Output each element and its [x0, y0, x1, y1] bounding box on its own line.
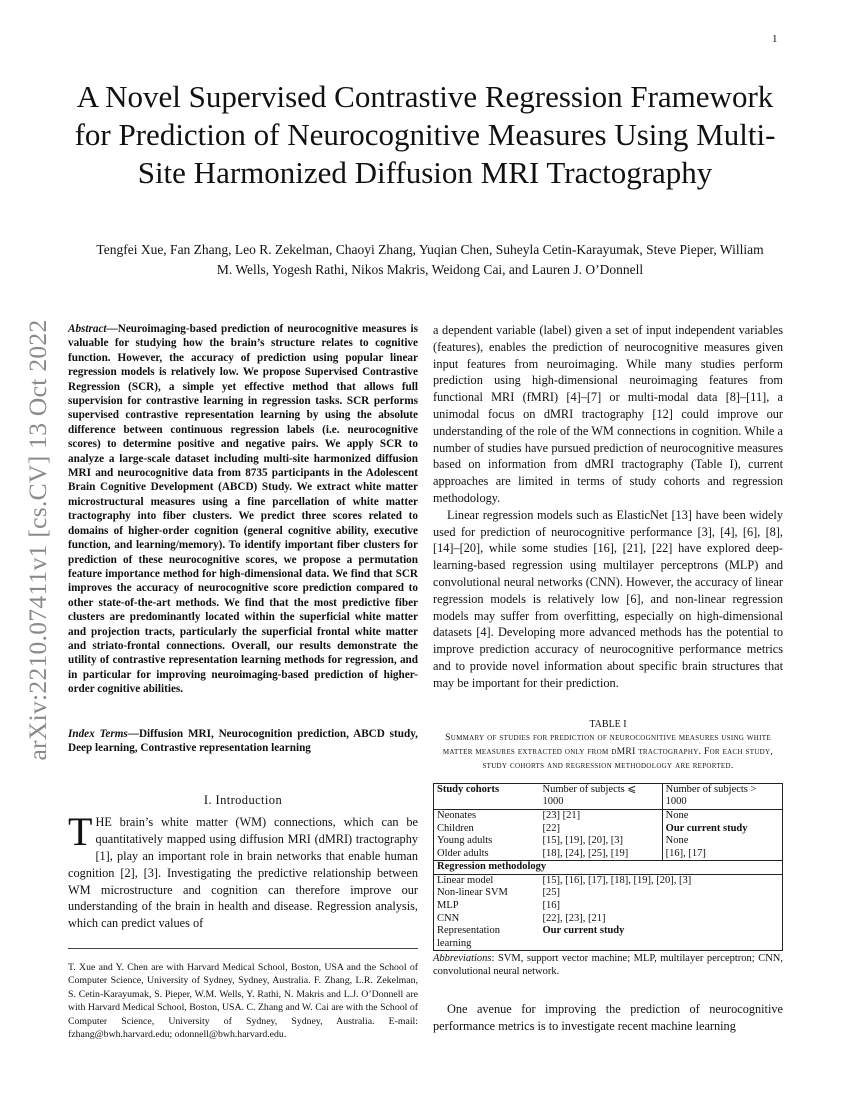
- abbr-text: : SVM, support vector machine; MLP, multilayer perceptron; CNN, convolutional neural network.: [433, 953, 783, 978]
- table-label: TABLE I: [589, 718, 627, 730]
- cohort-large: None: [662, 809, 782, 822]
- author-list: Tengfei Xue, Fan Zhang, Leo R. Zekelman, Chaoyi Zhang, Yuqian Chen, Suheyla Cetin-Karayumak, Steve Pieper, William M. Wells, Yogesh Rathi, Nikos Makris, Weidong Cai, and Lauren J. O’Donnell: [96, 242, 764, 277]
- section-heading-introduction: I. Introduction: [203, 793, 283, 808]
- left-column: [68, 322, 418, 1041]
- affiliation-footnote: T. Xue and Y. Chen are with Harvard Medical School, Boston, USA and the School of Computer Science, University of Sydney, Sydney, Australia. F. Zhang, L.R. Zekelman, S. Cetin-Karayumak, S. Pieper, W.M. Wells, Y. Rathi, N. Makris and L.J. O’Donnell are with Harvard Medical School, Boston, USA. C. Zhang and W. Cai are with the School of Computer Science, University of Sydney, Sydney, Australia. E-mail: fzhang@bwh.harvard.edu; odonnell@bwh.harvard.edu.: [68, 948, 418, 1041]
- cohort-large: None: [662, 835, 782, 848]
- paper-title: A Novel Supervised Contrastive Regression Framework for Prediction of Neurocognitive Measures Using Multi-Site Harmonized Diffusion MRI Tractography: [74, 79, 776, 190]
- method-label: CNN: [437, 912, 460, 924]
- method-value: Our current study: [542, 925, 625, 937]
- col-large-header: Number of subjects > 1000: [662, 783, 782, 809]
- method-label: MLP: [437, 900, 459, 912]
- arxiv-stamp: [8, 295, 68, 785]
- table-caption: Summary of studies for prediction of neurocognitive measures using white matter measures extracted only from dMRI tractography. For each study, study cohorts and regression methodology are reported.: [442, 732, 774, 771]
- method-row: [434, 887, 783, 900]
- cohorts-header: Study cohorts: [437, 783, 500, 795]
- cohort-small: [22]: [542, 822, 560, 834]
- cohort-small: [23] [21]: [542, 809, 581, 821]
- index-terms-text: —Diffusion MRI, Neurocognition prediction, ABCD study, Deep learning, Contrastive representation learning: [68, 727, 418, 754]
- abstract-label: Abstract: [68, 323, 107, 335]
- method-label: Representation learning: [437, 925, 500, 949]
- table-abbreviations: [433, 952, 783, 978]
- method-value: [15], [16], [17], [18], [19], [20], [3]: [542, 874, 692, 886]
- table-header-row: [434, 783, 783, 809]
- method-label: Linear model: [437, 874, 494, 886]
- cohort-large: Our current study: [662, 823, 782, 836]
- intro-dropcap: T: [68, 809, 93, 855]
- cohort-row: [434, 848, 783, 861]
- cohort-small: [18], [24], [25], [19]: [542, 847, 629, 859]
- cohort-label: Children: [437, 822, 474, 834]
- method-value: [25]: [542, 887, 560, 899]
- cohort-small: [15], [19], [20], [3]: [542, 835, 623, 847]
- index-terms: [68, 727, 418, 756]
- method-header-row: [434, 861, 783, 875]
- cohort-label: Neonates: [437, 809, 477, 821]
- body-paragraph-3: One avenue for improving the prediction of neurocognitive performance metrics is to investigate recent machine learning: [433, 1002, 783, 1034]
- cohort-row: [434, 835, 783, 848]
- method-label: Non-linear SVM: [437, 887, 508, 899]
- cohort-row: [434, 823, 783, 836]
- cohort-row: [434, 809, 783, 822]
- body-paragraph-2: Linear regression models such as ElasticNet [13] have been widely used for prediction of neurocognitive performance [3], [4], [6], [8], [14]–[20], while some studies [16], [21], [22] have explored deep-learning-based regression using multilayer perceptrons (MLP) and convolutional neural networks (CNN). However, the accuracy of linear regression models is relatively low [6], and non-linear regression models may suffer from overfitting, especially on high-dimensional datasets [4]. Developing more advanced methods has the potential to improve prediction accuracy of neurocognitive performance metrics and to provide novel information about specific brain structures that may be important for their prediction.: [433, 507, 783, 690]
- arxiv-stamp-text: arXiv:2210.07411v1 [cs.CV] 13 Oct 2022: [23, 319, 52, 761]
- right-column: [433, 322, 783, 1035]
- method-value: [22], [23], [21]: [542, 912, 606, 924]
- page-number: 1: [772, 33, 778, 45]
- summary-table: [433, 783, 783, 952]
- method-row: [434, 874, 783, 887]
- method-value: [16]: [542, 900, 560, 912]
- method-row: [434, 900, 783, 913]
- method-row: [434, 925, 783, 951]
- cohort-large: [16], [17]: [662, 848, 782, 861]
- abstract-text: —Neuroimaging-based prediction of neurocognitive measures is valuable for studying how the brain’s structure relates to cognitive function. However, the accuracy of prediction using popular linear regression models is relatively low. We propose Supervised Contrastive Regression (SCR), a simple yet effective method that allows full supervision for contrastive learning in regression tasks. SCR performs supervised contrastive representation learning by using the absolute difference between continuous regression labels (i.e. neurocognitive scores) to determine positive and negative pairs. We apply SCR to analyze a large-scale dataset including multi-site harmonized diffusion MRI and neurocognitive data from 8735 participants in the Adolescent Brain Cognitive Development (ABCD) Study. We extract white matter microstructural measures using a fine parcellation of white matter tractography into fiber clusters. We predict three scores related to domains of higher-order cognition (general cognitive ability, executive function, and learning/memory). To identify important fiber clusters for prediction of these neurocognitive scores, we propose a permutation feature importance method for high-dimensional data. We find that SCR improves the accuracy of neurocognitive score prediction compared to other state-of-the-art methods. We find that the most predictive fiber clusters are predominantly located within the superficial white matter and projection tracts, particularly the superficial frontal white matter and striato-frontal connections. Overall, our results demonstrate the utility of contrastive representation learning methods for regression, and in particular for improving neuroimaging-based prediction of higher-order cognitive abilities.: [68, 323, 418, 696]
- col-small-header: Number of subjects ⩽ 1000: [542, 783, 637, 808]
- cohort-label: Young adults: [437, 835, 493, 847]
- body-paragraph-1: a dependent variable (label) given a set of input independent variables (features), enables the prediction of neurocognitive measures given input features from neuroimaging. While many studies perform prediction using high-dimensional neuroimaging features from functional MRI (fMRI) [4]–[7] or multi-modal data [8]–[11], a unimodal focus on dMRI tractography [12] could improve our understanding of the role of the WM connections in cognition. While a number of studies have pursued prediction of neurocognitive measures based on information from dMRI tractography (Table I), current approaches are limited in terms of study cohorts and regression methodology.: [433, 323, 783, 505]
- abstract: [68, 322, 418, 697]
- cohort-label: Older adults: [437, 847, 489, 859]
- intro-text: HE brain’s white matter (WM) connections, which can be quantitatively mapped using diffusion MRI (dMRI) tractography [1], play an important role in brain networks that enable human cognition [2], [3]. Investigating the predictive relationship between WM microstructure and cognition can therefore improve our understanding of the brain in health and disease. Regression analysis, which can predict values of: [68, 815, 418, 931]
- method-row: [434, 913, 783, 926]
- method-header: Regression methodology: [437, 861, 547, 873]
- intro-paragraph: [68, 809, 418, 932]
- index-terms-label: Index Terms: [68, 727, 128, 740]
- abbr-label: Abbreviations: [433, 953, 492, 965]
